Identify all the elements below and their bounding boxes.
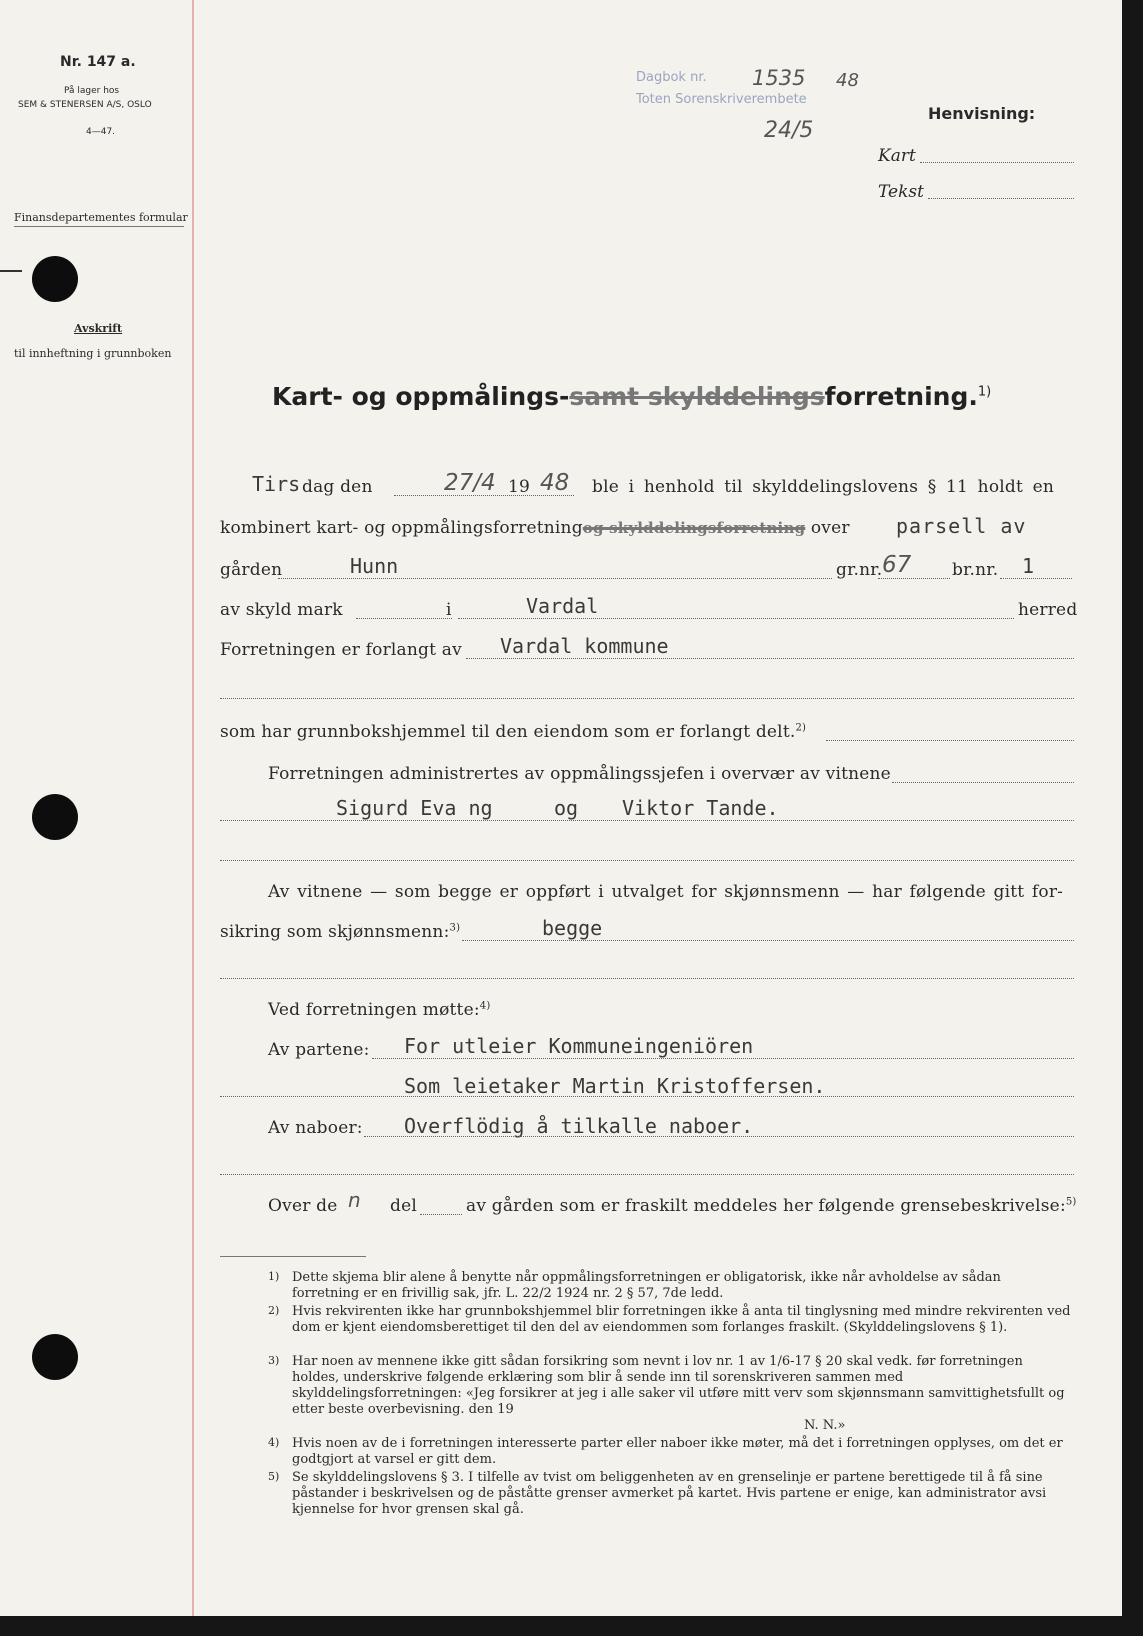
year-value: 48: [540, 470, 570, 496]
witness-2: Viktor Tande.: [622, 796, 779, 820]
line2-text: [220, 518, 850, 538]
weekday-value: Tirs: [252, 472, 301, 496]
requested-value: Vardal kommune: [500, 634, 669, 658]
footnote-2-text: Hvis rekvirenten ikke har grunnbokshjemmel blir forretningen ikke å anta til tinglysning med mindre rekvirenten ved dom er kjent eiendomsberettiget til den del av eiendommen som forlanges fraskilt. (Skylddelingslovens § 1).: [292, 1304, 1071, 1335]
line2-over: over: [810, 518, 850, 538]
skyld-label: av skyld mark: [220, 600, 343, 620]
requested-line: [466, 658, 1074, 659]
year-prefix: 19: [508, 477, 531, 497]
footnote-3-mark: 3): [268, 1354, 280, 1367]
assurance-main: sikring som skjønnsmenn:: [220, 922, 450, 942]
neighbours-label: Av naboer:: [268, 1118, 363, 1138]
i-label: i: [446, 600, 452, 620]
blank-line-1: [220, 698, 1074, 699]
party-1: For utleier Kommuneingeniören: [404, 1034, 754, 1058]
object-value: parsell av: [896, 514, 1027, 538]
boundary-main: av gården som er fraskilt meddeles her følgende grensebeskrivelse:: [466, 1196, 1066, 1216]
title-note: 1): [977, 384, 992, 400]
brnr-value: 1: [1022, 554, 1035, 578]
blank-line-3: [220, 978, 1074, 979]
brnr-line: [1000, 578, 1072, 579]
municipality-value: Vardal: [526, 594, 599, 618]
witness-1: Sigurd Eva ng: [336, 796, 493, 820]
hjemmel-line: [826, 740, 1074, 741]
printer-line-1: På lager hos: [64, 86, 120, 96]
punch-hole-middle: [32, 794, 78, 840]
herred-label: herred: [1018, 600, 1078, 620]
margin-rule: [192, 0, 194, 1616]
party-2-line: [220, 1096, 1074, 1097]
footnote-1-text: Dette skjema blir alene å benytte når oppmålingsforretningen er obligatorisk, ikke når avholdelse av sådan forretning er en frivillig sak, jfr. L. 22/2 1924 nr. 2 § 57, 7de ledd.: [292, 1270, 1001, 1301]
footnote-4-mark: 4): [268, 1436, 280, 1449]
stamp-line-1: Dagbok nr.: [636, 70, 707, 85]
witness-line: [220, 820, 1074, 821]
punch-hole-top: [32, 256, 78, 302]
reference-heading: Henvisning:: [928, 104, 1036, 123]
assurance-value: begge: [542, 916, 603, 940]
admin-text: Forretningen administrertes av oppmålingssjefen i overvær av vitnene: [268, 764, 891, 784]
department-rule: [14, 226, 184, 227]
title-struck: samt skylddelings: [569, 382, 825, 411]
neighbours-value: Overflödig å tilkalle naboer.: [404, 1114, 754, 1138]
footnote-rule: [220, 1256, 366, 1257]
footnote-5-mark: 5): [268, 1470, 280, 1483]
brnr-label: br.nr.: [952, 560, 999, 580]
municipality-line: [458, 618, 1014, 619]
del-line: [420, 1214, 462, 1215]
hjemmel-main: som har grunnbokshjemmel til den eiendom som er forlangt delt.: [220, 722, 796, 742]
footnote-5-text: Se skylddelingslovens § 3. I tilfelle av tvist om beliggenheten av en grenselinje er partene berettigede til å få sine påstander i beskrivelsen og de påståtte grenser avmerket på kartet. Hvis partene er enige, kan administrator avsi kjennelse for hvor grensen skal gå.: [292, 1470, 1047, 1517]
date-value: 27/4: [444, 470, 496, 496]
over-de-label: Over de: [268, 1196, 338, 1216]
blank-line-4: [220, 1174, 1074, 1175]
department-label: Finansdepartementes formular: [14, 211, 188, 224]
hjemmel-note: 2): [795, 722, 807, 734]
garden-label: gården: [220, 560, 283, 580]
copy-note: til innheftning i grunnboken: [14, 347, 172, 360]
present-main: Ved forretningen møtte:: [268, 1000, 480, 1020]
stamp-number: 1535: [752, 66, 806, 90]
del-label: del: [390, 1196, 417, 1216]
hole-mark: [0, 270, 22, 272]
grnr-line: [878, 578, 950, 579]
title-part-1: Kart- og oppmålings-: [272, 382, 570, 411]
farm-line: [278, 578, 832, 579]
boundary-text: [466, 1196, 1077, 1216]
print-date: 4—47.: [86, 127, 116, 137]
requested-label: Forretningen er forlangt av: [220, 640, 462, 660]
line1-text: ble i henhold til skylddelingslovens § 11 holdt en: [592, 477, 1055, 497]
footnote-3-text: Har noen av mennene ikke gitt sådan forsikring som nevnt i lov nr. 1 av 1/6-17 § 20 skal vedk. før forretningen holdes, underskrive følgende erklæring som blir å sende inn til sorenskriveren sammen med skylddelingsforretningen: «Jeg forsikrer at jeg i alle saker vil utføre mitt verv som skjønnsmann samvittighetsfullt og etter beste overbevisning. den 19: [292, 1354, 1065, 1417]
punch-hole-bottom: [32, 1334, 78, 1380]
present-note: 4): [479, 1000, 491, 1012]
reference-tekst-line: [928, 198, 1074, 199]
footnote-2-mark: 2): [268, 1304, 280, 1317]
over-de-value: n: [348, 1188, 361, 1212]
skyld-line: [356, 618, 452, 619]
stamp-date: 24/5: [764, 118, 814, 143]
footnote-4-text: Hvis noen av de i forretningen interesserte parter eller naboer ikke møter, må det i forretningen opplyses, om det er godtgjort at varsel er gitt dem.: [292, 1436, 1063, 1467]
reference-kart-label: Kart: [878, 146, 916, 166]
document-title: [272, 382, 991, 411]
reference-kart-line: [920, 162, 1074, 163]
farm-value: Hunn: [350, 554, 399, 578]
grnr-label: gr.nr.: [836, 560, 883, 580]
assurance-note: 3): [449, 922, 461, 934]
line2-main: kombinert kart- og oppmålingsforretning: [220, 518, 583, 538]
party-1-line: [372, 1058, 1074, 1059]
present-label: [268, 1000, 490, 1020]
boundary-note: 5): [1065, 1196, 1077, 1208]
assurance-text-2: [220, 922, 460, 942]
assurance-line: [462, 940, 1074, 941]
admin-line: [892, 782, 1074, 783]
stamp-line-2: Toten Sorenskriverembete: [636, 92, 807, 107]
assurance-text-1: Av vitnene — som begge er oppført i utvalget for skjønnsmenn — har følgende gitt for-: [268, 882, 1064, 902]
title-part-2: forretning.: [824, 382, 978, 411]
copy-heading: Avskrift: [74, 322, 123, 335]
footnote-1-mark: 1): [268, 1270, 280, 1283]
printer-line-2: SEM & STENERSEN A/S, OSLO: [18, 100, 152, 110]
dag-den-label: dag den: [302, 477, 373, 497]
reference-tekst-label: Tekst: [878, 182, 924, 202]
blank-line-2: [220, 860, 1074, 861]
line2-struck: og skylddelingsforretning: [582, 519, 806, 537]
neighbours-line: [364, 1136, 1074, 1137]
hjemmel-text: [220, 722, 806, 742]
parties-label: Av partene:: [268, 1040, 370, 1060]
footnote-3-signature: N. N.»: [804, 1418, 846, 1433]
stamp-year: 48: [836, 70, 859, 91]
form-number: Nr. 147 a.: [60, 54, 136, 70]
grnr-value: 67: [882, 552, 912, 578]
party-2: Som leietaker Martin Kristoffersen.: [404, 1074, 826, 1098]
witness-og: og: [554, 796, 579, 820]
